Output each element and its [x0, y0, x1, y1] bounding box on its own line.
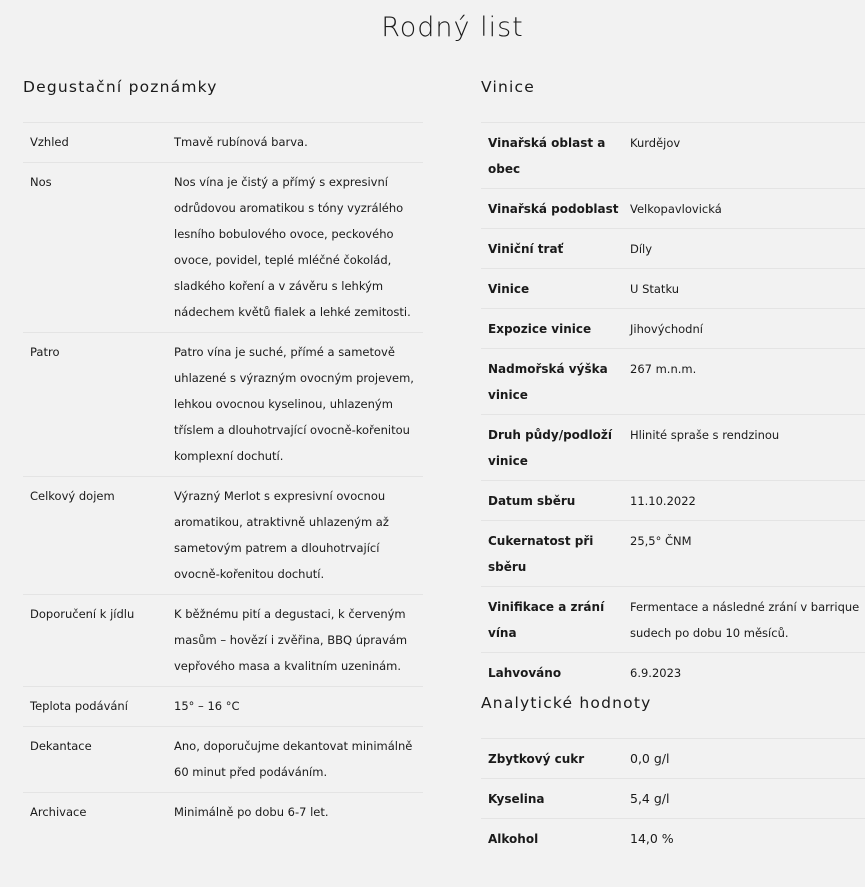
- row-label: Vzhled: [30, 135, 69, 149]
- row-value: 11.10.2022: [630, 494, 696, 508]
- row-value: 5,4 g/l: [630, 791, 670, 806]
- row-label: Archivace: [30, 805, 87, 819]
- table-row: [481, 123, 865, 189]
- row-label: Expozice vinice: [488, 322, 592, 336]
- row-label: Dekantace: [30, 739, 92, 753]
- table-row: [481, 189, 865, 229]
- table-row: [481, 779, 865, 819]
- row-label: Celkový dojem: [30, 489, 115, 503]
- row-value: Hlinité spraše s rendzinou: [630, 428, 780, 442]
- row-value: Výrazný Merlot s expresivní ovocnou aromatikou, atraktivně uhlazeným až sametovým patrem a dlouhotrvající ovocně-kořenitou dochutí.: [174, 489, 389, 581]
- row-value: Tmavě rubínová barva.: [174, 135, 308, 149]
- row-value: 267 m.n.m.: [630, 362, 697, 376]
- tasting-notes-table: [23, 122, 423, 832]
- row-value: Ano, doporučujme dekantovat minimálně 60 minut před podáváním.: [174, 739, 413, 779]
- row-value: Jihovýchodní: [630, 322, 703, 336]
- vineyard-table: [481, 122, 865, 692]
- row-value: Nos vína je čistý a přímý s expresivní odrůdovou aromatikou s tóny vyzrálého lesního bobulového ovoce, peckového ovoce, povidel, teplé mléčné čokolád, sladkého koření a v závěru s lehkým nádechem květů fialek a lehké zemitosti.: [174, 175, 411, 319]
- table-row: [23, 477, 423, 595]
- row-label: Lahvováno: [488, 666, 562, 680]
- table-row: [23, 123, 423, 163]
- table-row: [481, 349, 865, 415]
- page-title: Rodný list: [381, 12, 524, 43]
- row-label: Viniční trať: [488, 242, 564, 256]
- row-value: 6.9.2023: [630, 666, 682, 680]
- table-row: [23, 163, 423, 333]
- row-label: Zbytkový cukr: [488, 752, 585, 766]
- table-row: [481, 739, 865, 779]
- table-row: [481, 819, 865, 859]
- row-value: 0,0 g/l: [630, 751, 670, 766]
- row-label: Vinifikace a zrání vína: [488, 600, 605, 640]
- row-value: 25,5° ČNM: [630, 534, 692, 548]
- row-label: Vinice: [488, 282, 530, 296]
- table-row: [23, 595, 423, 687]
- table-row: [23, 793, 423, 833]
- row-label: Alkohol: [488, 832, 539, 846]
- row-value: Díly: [630, 242, 653, 256]
- analytics-heading: Analytické hodnoty: [481, 694, 652, 712]
- vineyard-heading: Vinice: [481, 78, 535, 96]
- row-value: Minimálně po dobu 6-7 let.: [174, 805, 329, 819]
- table-row: [481, 481, 865, 521]
- table-row: [23, 727, 423, 793]
- row-label: Kyselina: [488, 792, 545, 806]
- row-value: U Statku: [630, 282, 680, 296]
- row-label: Druh půdy/podloží vinice: [488, 428, 612, 468]
- row-label: Vinařská oblast a obec: [488, 136, 606, 176]
- row-label: Nadmořská výška vinice: [488, 362, 608, 402]
- row-label: Datum sběru: [488, 494, 576, 508]
- table-row: [481, 415, 865, 481]
- table-row: [481, 229, 865, 269]
- row-value: 14,0 %: [630, 831, 674, 846]
- table-row: [481, 269, 865, 309]
- row-value: Patro vína je suché, přímé a sametově uhlazené s výrazným ovocným projevem, lehkou ovocnou kyselinou, uhlazeným tříslem a dlouhotrvající ovocně-kořenitou komplexní dochutí.: [174, 345, 414, 463]
- row-value: Kurdějov: [630, 136, 681, 150]
- row-label: Vinařská podoblast: [488, 202, 619, 216]
- row-value: K běžnému pití a degustaci, k červeným masům – hovězí i zvěřina, BBQ úpravám vepřového masa a kvalitním uzeninám.: [174, 607, 408, 673]
- table-row: [481, 587, 865, 653]
- row-label: Cukernatost při sběru: [488, 534, 594, 574]
- table-row: [23, 687, 423, 727]
- row-label: Doporučení k jídlu: [30, 607, 135, 621]
- row-value: 15° – 16 °C: [174, 699, 240, 713]
- row-value: Fermentace a následné zrání v barrique sudech po dobu 10 měsíců.: [630, 600, 860, 640]
- table-row: [481, 309, 865, 349]
- row-label: Teplota podávání: [30, 699, 128, 713]
- table-row: [481, 521, 865, 587]
- row-label: Nos: [30, 175, 52, 189]
- row-value: Velkopavlovická: [630, 202, 722, 216]
- table-row: [481, 653, 865, 693]
- row-label: Patro: [30, 345, 60, 359]
- tasting-notes-heading: Degustační poznámky: [23, 78, 218, 96]
- table-row: [23, 333, 423, 477]
- analytics-table: [481, 738, 865, 858]
